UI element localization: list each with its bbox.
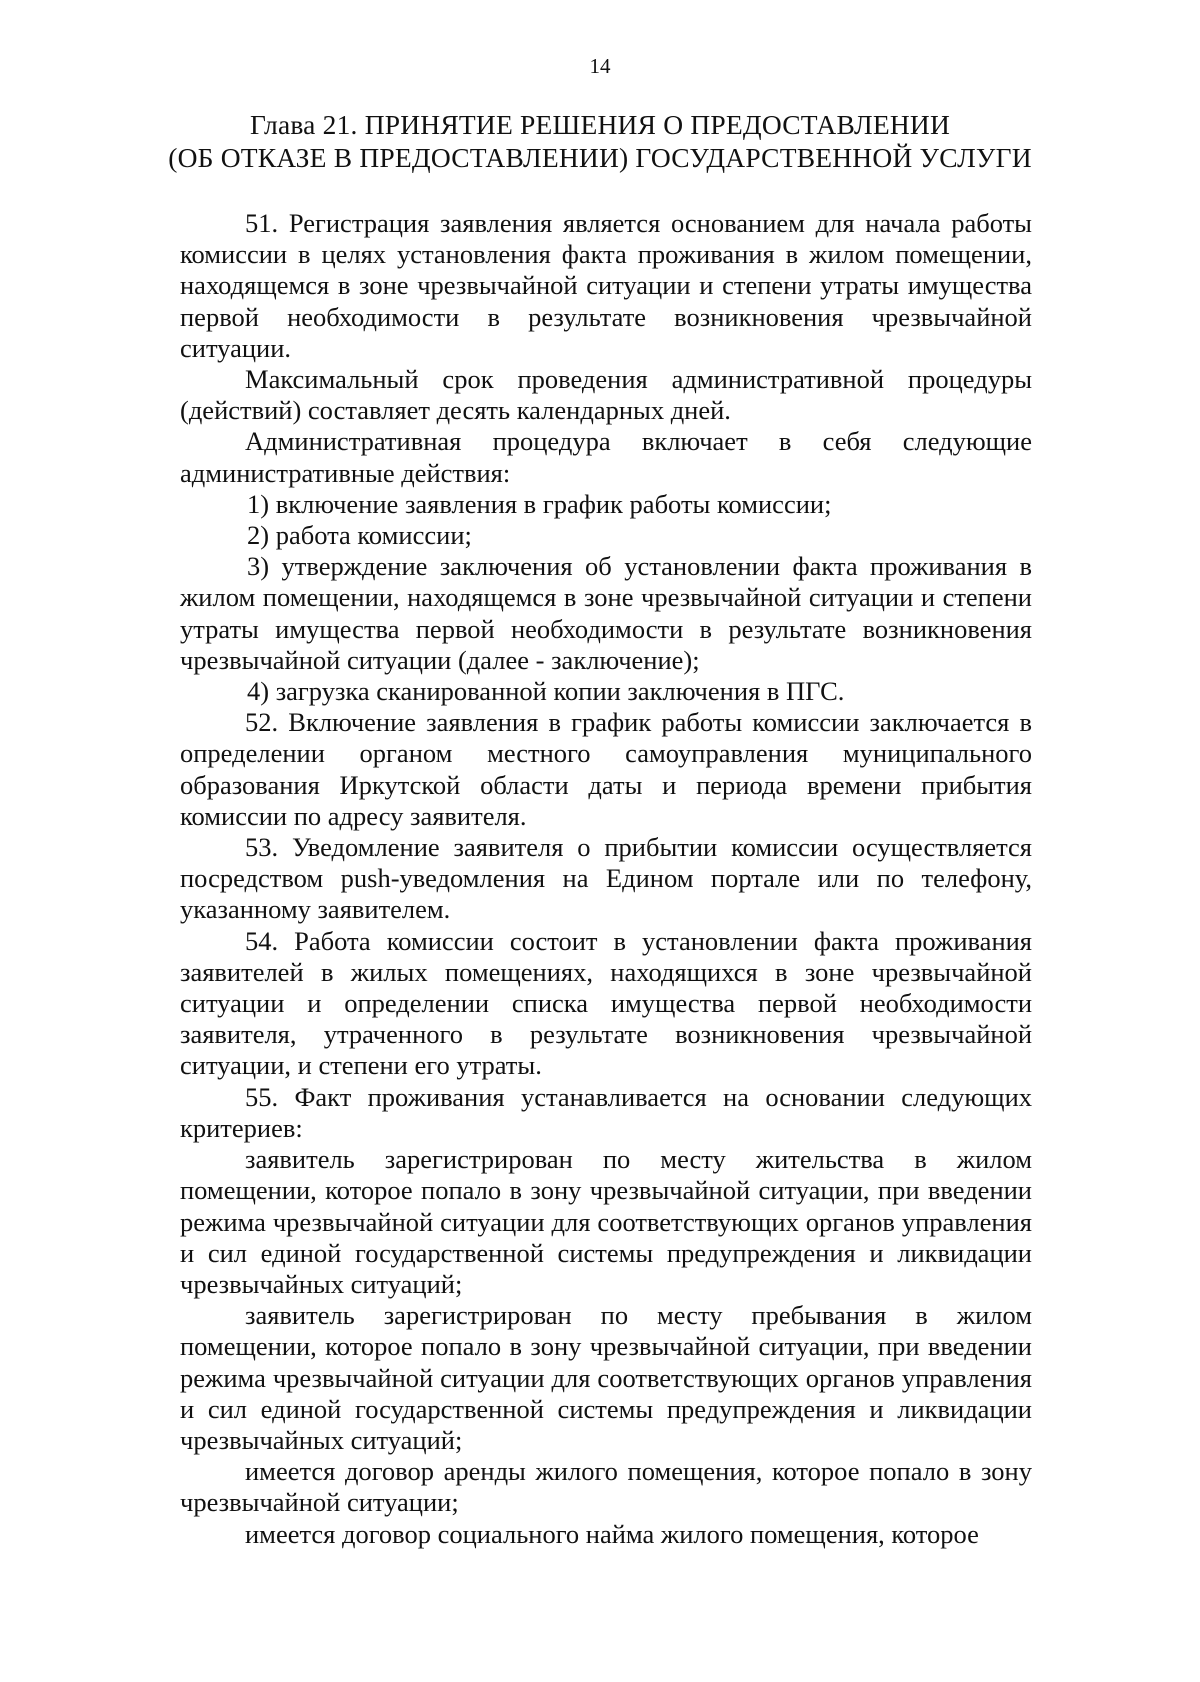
criterion-residence-registration: заявитель зарегистрирован по месту жительства в жилом помещении, которое попало в зону чрезвычайной ситуации, при введении режима чрезвычайной ситуации для соответствующих органов управления и сил единой государственной системы предупреждения и ликвидации чрезвычайных ситуаций; bbox=[180, 1144, 1032, 1299]
paragraph-max-term: Максимальный срок проведения административной процедуры (действий) составляет десять календарных дней. bbox=[180, 364, 1032, 426]
page-number: 14 bbox=[589, 54, 611, 78]
paragraph-51: 51. Регистрация заявления является основанием для начала работы комиссии в целях установления факта проживания в жилом помещении, находящемся в зоне чрезвычайной ситуации и степени утраты имущества первой необходимости в результате возникновения чрезвычайной ситуации. bbox=[180, 208, 1032, 363]
list-item-2: 2) работа комиссии; bbox=[247, 520, 472, 551]
criterion-stay-registration: заявитель зарегистрирован по месту пребывания в жилом помещении, которое попало в зону чрезвычайной ситуации, при введении режима чрезвычайной ситуации для соответствующих органов управления и сил единой государственной системы предупреждения и ликвидации чрезвычайных ситуаций; bbox=[180, 1300, 1032, 1455]
paragraph-53: 53. Уведомление заявителя о прибытии комиссии осуществляется посредством push-уведомления на Едином портале или по телефону, указанному заявителем. bbox=[180, 832, 1032, 925]
criterion-social-tenancy: имеется договор социального найма жилого помещения, которое bbox=[245, 1518, 979, 1549]
paragraph-procedure-includes: Административная процедура включает в себя следующие административные действия: bbox=[180, 426, 1032, 488]
document-body bbox=[180, 208, 1032, 1550]
chapter-heading-line-1: Глава 21. ПРИНЯТИЕ РЕШЕНИЯ О ПРЕДОСТАВЛЕНИИ bbox=[249, 109, 951, 140]
criterion-lease-agreement: имеется договор аренды жилого помещения, которое попало в зону чрезвычайной ситуации; bbox=[180, 1456, 1032, 1518]
chapter-heading-line-2: (ОБ ОТКАЗЕ В ПРЕДОСТАВЛЕНИИ) ГОСУДАРСТВЕННОЙ УСЛУГИ bbox=[168, 142, 1032, 173]
list-item-3: 3) утверждение заключения об установлении факта проживания в жилом помещении, находящемся в зоне чрезвычайной ситуации и степени утраты имущества первой необходимости в результате возникновения чрезвычайной ситуации (далее - заключение); bbox=[180, 551, 1032, 675]
chapter-heading bbox=[150, 108, 1050, 174]
paragraph-52: 52. Включение заявления в график работы комиссии заключается в определении органом местного самоуправления муниципального образования Иркутской области даты и периода времени прибытия комиссии по адресу заявителя. bbox=[180, 707, 1032, 831]
list-item-1: 1) включение заявления в график работы комиссии; bbox=[247, 488, 832, 519]
list-item-4: 4) загрузка сканированной копии заключения в ПГС. bbox=[247, 676, 845, 707]
paragraph-55: 55. Факт проживания устанавливается на основании следующих критериев: bbox=[180, 1081, 1032, 1143]
paragraph-54: 54. Работа комиссии состоит в установлении факта проживания заявителей в жилых помещениях, находящихся в зоне чрезвычайной ситуации и определении списка имущества первой необходимости заявителя, утраченного в результате возникновения чрезвычайной ситуации, и степени его утраты. bbox=[180, 925, 1032, 1081]
